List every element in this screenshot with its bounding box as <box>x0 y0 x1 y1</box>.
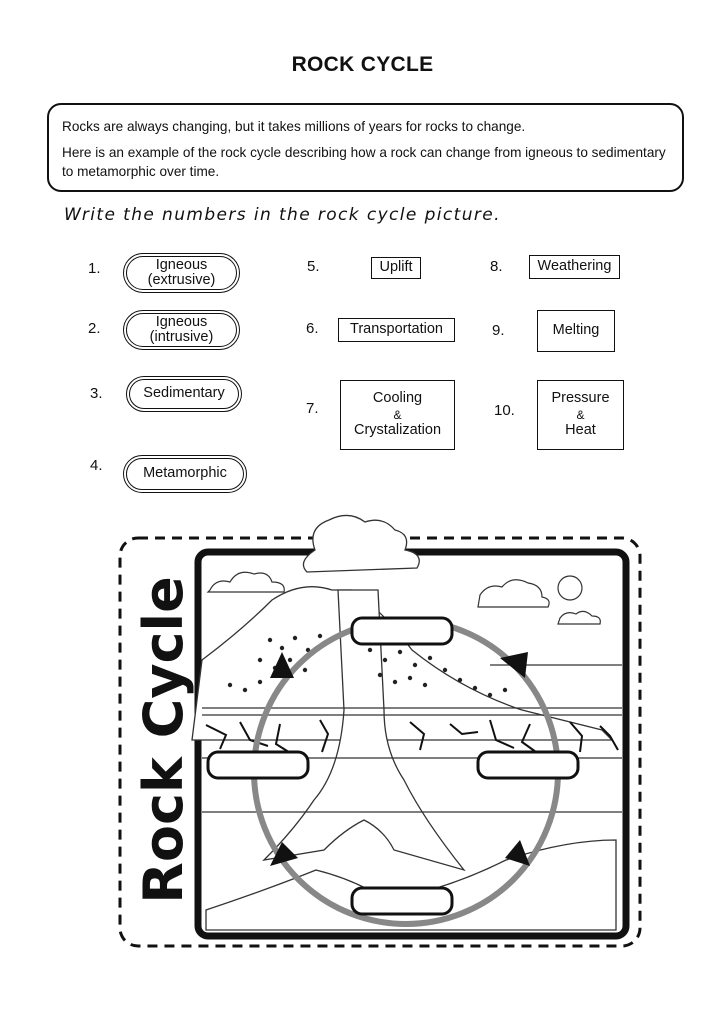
term-cooling-crystalization <box>340 380 455 450</box>
intro-line-2: Here is an example of the rock cycle describing how a rock can change from igneous to sedimentary to metamorphic over time. <box>62 144 666 180</box>
term-line: Cooling <box>372 390 423 407</box>
side-title: Rock Cycle <box>132 576 195 904</box>
term-weathering <box>529 255 620 279</box>
term-line: Heat <box>565 422 596 439</box>
term-line: Weathering <box>537 258 612 275</box>
sun-icon <box>558 576 582 600</box>
instruction: Write the numbers in the rock cycle picture. <box>64 205 501 225</box>
item-number-8: 8. <box>490 258 503 275</box>
item-number-2: 2. <box>88 320 101 337</box>
term-line: Uplift <box>379 259 413 276</box>
term-line: (extrusive) <box>147 272 216 288</box>
term-line: Crystalization <box>353 422 442 439</box>
term-pressure-heat <box>537 380 624 450</box>
term-igneous-intrusive <box>123 310 240 350</box>
term-line: & <box>393 407 402 422</box>
item-number-10: 10. <box>494 402 515 419</box>
page-title: ROCK CYCLE <box>291 53 434 76</box>
term-igneous-extrusive <box>123 253 240 293</box>
item-number-6: 6. <box>306 320 319 337</box>
intro-line-1: Rocks are always changing, but it takes millions of years for rocks to change. <box>62 119 526 134</box>
term-line: (intrusive) <box>149 329 214 345</box>
answer-box-top[interactable] <box>352 618 452 644</box>
item-number-9: 9. <box>492 322 505 339</box>
item-number-7: 7. <box>306 400 319 417</box>
term-uplift <box>371 257 421 279</box>
term-line: Melting <box>552 322 600 339</box>
term-line: Igneous <box>155 313 208 330</box>
term-line: Pressure <box>551 390 610 407</box>
answer-box-bottom[interactable] <box>352 888 452 914</box>
item-number-4: 4. <box>90 457 103 474</box>
term-sedimentary <box>126 376 242 412</box>
item-number-5: 5. <box>307 258 320 275</box>
term-line: & <box>576 407 585 422</box>
intro-box <box>47 103 684 192</box>
term-metamorphic <box>123 455 247 493</box>
item-number-1: 1. <box>88 260 101 277</box>
term-line: Transportation <box>350 321 443 338</box>
term-transportation <box>338 318 455 342</box>
ash-cloud-icon <box>303 515 419 572</box>
term-line: Sedimentary <box>143 385 225 402</box>
item-number-3: 3. <box>90 385 103 402</box>
answer-box-left[interactable] <box>208 752 308 778</box>
term-line: Igneous <box>155 256 208 273</box>
rock-cycle-diagram <box>110 510 650 955</box>
term-melting <box>537 310 615 352</box>
answer-box-right[interactable] <box>478 752 578 778</box>
term-line: Metamorphic <box>143 465 227 482</box>
